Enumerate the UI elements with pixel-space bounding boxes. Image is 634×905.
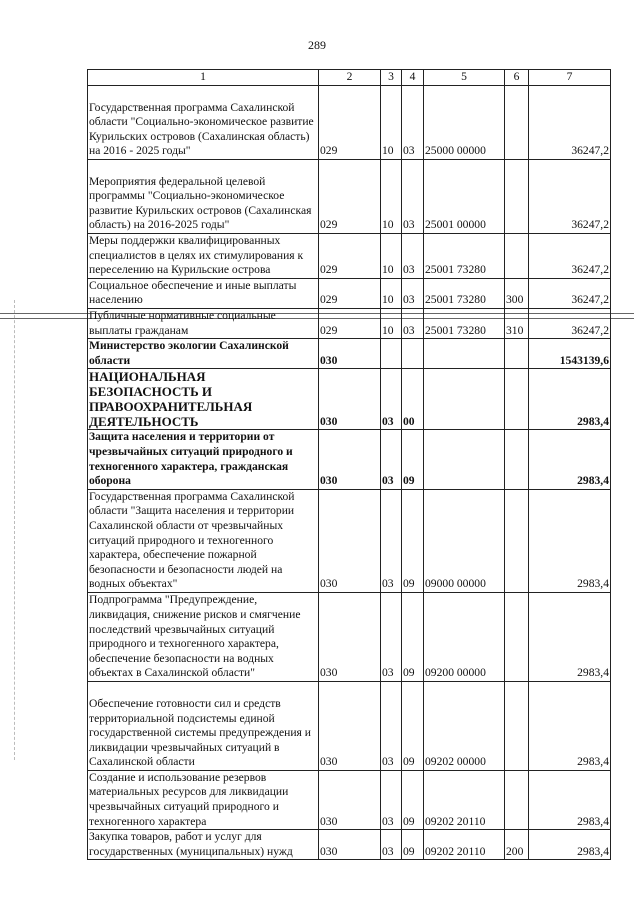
amount: 36247,2 [529,234,611,279]
ministry-code: 029 [319,160,381,234]
expense-type-code [505,369,529,430]
expense-type-code [505,489,529,592]
target-article-code: 09200 00000 [424,592,505,681]
ministry-code: 030 [319,489,381,592]
amount: 2983,4 [529,489,611,592]
ministry-code: 030 [319,369,381,430]
amount: 1543139,6 [529,339,611,369]
column-header: 5 [424,70,505,86]
subsection-code: 09 [402,770,424,829]
table-row [88,278,611,308]
amount: 36247,2 [529,160,611,234]
table-row [88,234,611,279]
amount: 2983,4 [529,430,611,489]
row-name: Закупка товаров, работ и услуг для государственных (муниципальных) нужд [88,830,319,860]
column-header: 6 [505,70,529,86]
subsection-code: 00 [402,369,424,430]
ministry-code: 030 [319,830,381,860]
amount: 36247,2 [529,278,611,308]
expense-type-code [505,592,529,681]
table-row [88,339,611,369]
table-row [88,369,611,430]
row-name: Подпрограмма "Предупреждение, ликвидация, снижение рисков и смягчение последствий чрезвычайных ситуаций природного и техногенного характера, обеспечение безопасности на водных объектах в Сахалинской области" [88,592,319,681]
expense-type-code [505,86,529,160]
table-row [88,86,611,160]
expense-type-code [505,339,529,369]
amount: 2983,4 [529,592,611,681]
table-row [88,430,611,489]
section-code: 10 [381,160,402,234]
row-name: Социальное обеспечение и иные выплаты населению [88,278,319,308]
column-header: 3 [381,70,402,86]
target-article-code: 25001 73280 [424,278,505,308]
ministry-code: 030 [319,681,381,770]
expense-type-code [505,234,529,279]
target-article-code [424,339,505,369]
ministry-code: 029 [319,278,381,308]
subsection-code [402,339,424,369]
ministry-code: 029 [319,308,381,338]
column-header: 1 [88,70,319,86]
section-code: 03 [381,489,402,592]
ministry-code: 030 [319,592,381,681]
row-name: Меры поддержки квалифицированных специалистов в целях их стимулирования к переселению на Курильские острова [88,234,319,279]
column-header: 4 [402,70,424,86]
row-name: Создание и использование резервов материальных ресурсов для ликвидации чрезвычайных ситуаций природного и техногенного характера [88,770,319,829]
ministry-code: 029 [319,86,381,160]
subsection-code: 09 [402,830,424,860]
expense-type-code [505,681,529,770]
section-code: 10 [381,278,402,308]
row-name: Министерство экологии Сахалинской области [88,339,319,369]
row-name: Мероприятия федеральной целевой программы "Социально-экономическое развитие Курильских островов (Сахалинская область) на 2016-2025 годы" [88,160,319,234]
ministry-code: 030 [319,430,381,489]
section-code: 10 [381,234,402,279]
subsection-code: 09 [402,592,424,681]
table-row [88,592,611,681]
target-article-code: 25001 73280 [424,234,505,279]
section-code: 03 [381,830,402,860]
expense-type-code: 300 [505,278,529,308]
subsection-code: 03 [402,160,424,234]
table-row [88,160,611,234]
page-number: 289 [308,38,326,52]
subsection-code: 09 [402,489,424,592]
row-name: Защита населения и территории от чрезвычайных ситуаций природного и техногенного характера, гражданская оборона [88,430,319,489]
subsection-code: 03 [402,86,424,160]
section-code [381,339,402,369]
row-name: Государственная программа Сахалинской области "Социально-экономическое развитие Курильских островов (Сахалинская область) на 2016 - 2025 годы" [88,86,319,160]
subsection-code: 09 [402,430,424,489]
target-article-code [424,369,505,430]
target-article-code: 09000 00000 [424,489,505,592]
ministry-code: 029 [319,234,381,279]
target-article-code: 09202 20110 [424,830,505,860]
subsection-code: 03 [402,234,424,279]
budget-table [87,69,611,860]
amount: 36247,2 [529,86,611,160]
ministry-code: 030 [319,339,381,369]
margin-marks [14,300,17,760]
row-name: Обеспечение готовности сил и средств территориальной подсистемы единой государственной системы предупреждения и ликвидации чрезвычайных ситуаций в Сахалинской области [88,681,319,770]
amount: 2983,4 [529,830,611,860]
section-code: 10 [381,86,402,160]
target-article-code: 25001 73280 [424,308,505,338]
table-row [88,770,611,829]
column-header: 2 [319,70,381,86]
target-article-code: 09202 00000 [424,681,505,770]
expense-type-code: 200 [505,830,529,860]
table-row [88,489,611,592]
target-article-code: 25001 00000 [424,160,505,234]
column-header: 7 [529,70,611,86]
section-code: 03 [381,681,402,770]
amount: 2983,4 [529,770,611,829]
row-name: Государственная программа Сахалинской области "Защита населения и территории Сахалинской области от чрезвычайных ситуаций природного и техногенного характера, обеспечение пожарной безопасности и безопасности людей на водных объектах" [88,489,319,592]
amount: 2983,4 [529,369,611,430]
section-code: 03 [381,369,402,430]
target-article-code: 25000 00000 [424,86,505,160]
table-row [88,830,611,860]
subsection-code: 03 [402,278,424,308]
amount: 2983,4 [529,681,611,770]
expense-type-code: 310 [505,308,529,338]
expense-type-code [505,430,529,489]
ministry-code: 030 [319,770,381,829]
expense-type-code [505,160,529,234]
target-article-code [424,430,505,489]
subsection-code: 09 [402,681,424,770]
section-code: 10 [381,308,402,338]
table-row [88,308,611,338]
section-code: 03 [381,592,402,681]
target-article-code: 09202 20110 [424,770,505,829]
row-name: НАЦИОНАЛЬНАЯ БЕЗОПАСНОСТЬ И ПРАВООХРАНИТЕЛЬНАЯ ДЕЯТЕЛЬНОСТЬ [88,369,319,430]
header-row [88,70,611,86]
amount: 36247,2 [529,308,611,338]
subsection-code: 03 [402,308,424,338]
section-code: 03 [381,770,402,829]
table-row [88,681,611,770]
row-name: Публичные нормативные социальные выплаты гражданам [88,308,319,338]
expense-type-code [505,770,529,829]
section-code: 03 [381,430,402,489]
